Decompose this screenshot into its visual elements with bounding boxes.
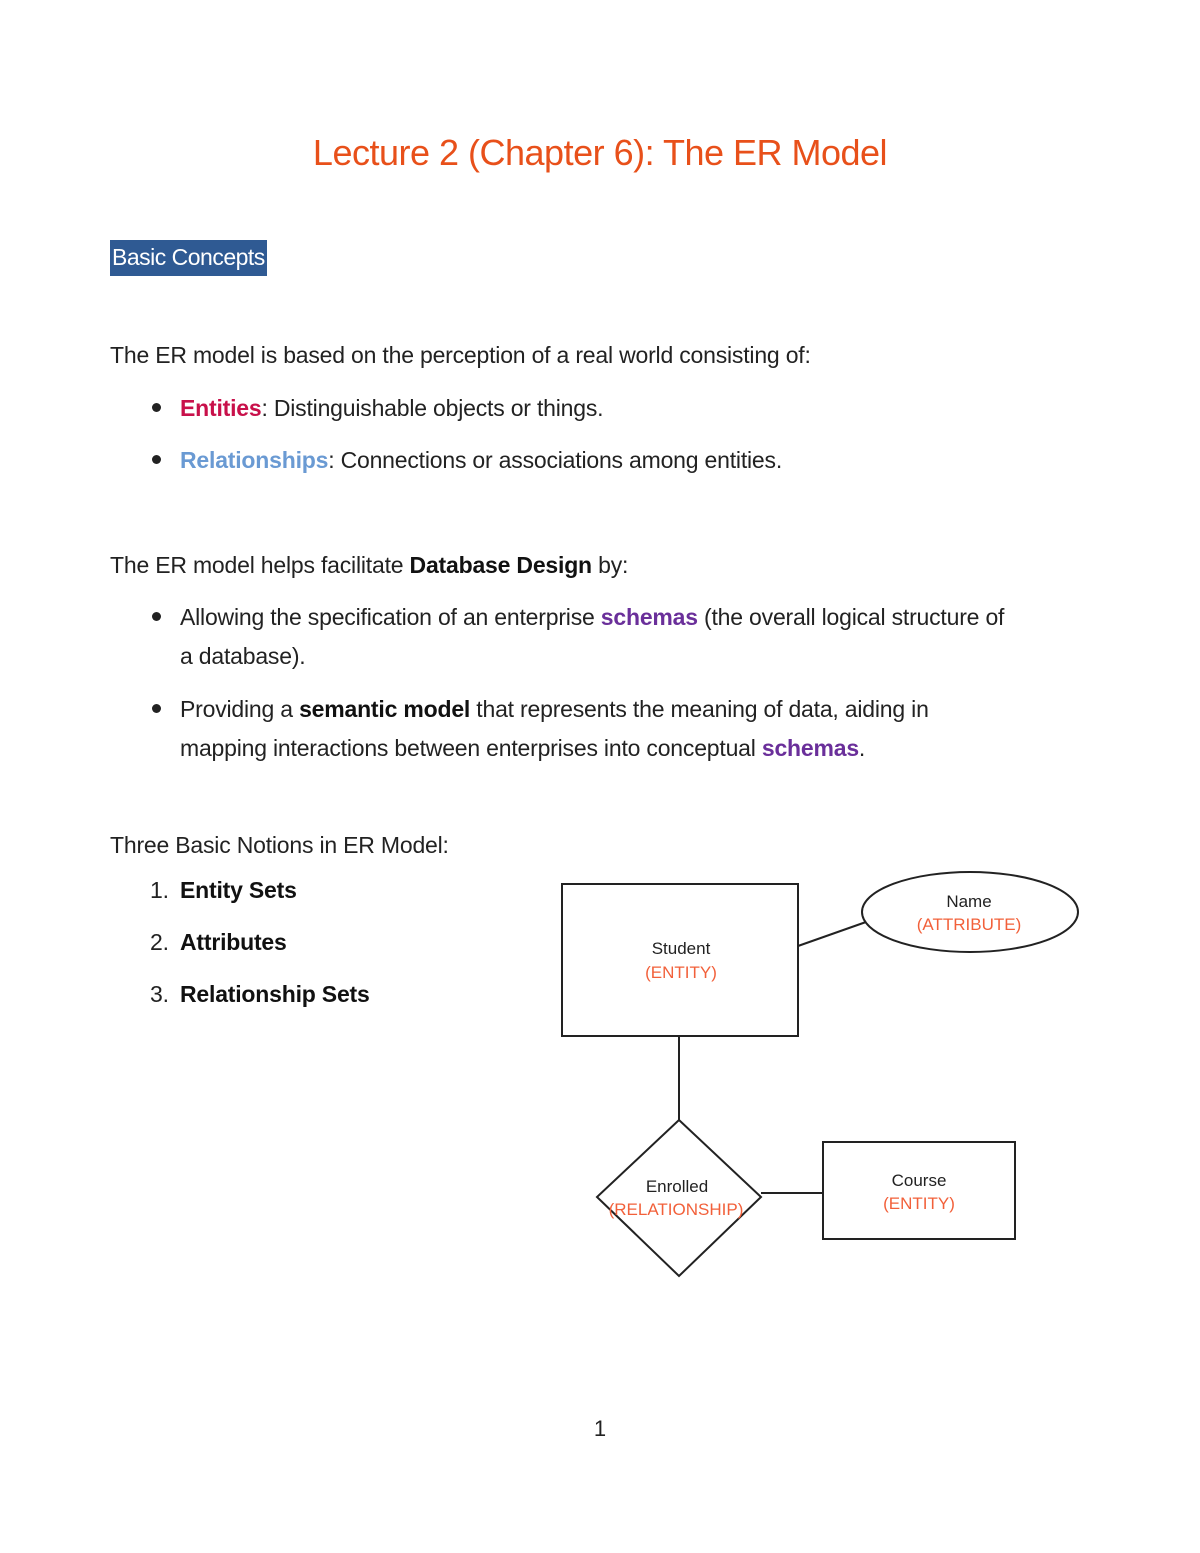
term-schemas-2: schemas <box>761 735 859 761</box>
semantic-point-text-cont: that represents the meaning of data, aiding in <box>470 696 929 722</box>
notion-label: Entity Sets <box>180 877 297 903</box>
list-number: 3. <box>150 981 169 1007</box>
name-attribute-ellipse <box>862 872 1078 952</box>
database-design-term: Database Design <box>409 552 592 578</box>
page-title: Lecture 2 (Chapter 6): The ER Model <box>312 132 888 173</box>
list-number: 2. <box>150 929 169 955</box>
list-number: 1. <box>150 877 169 903</box>
relationships-definition: : Connections or associations among entities. <box>328 447 783 473</box>
schemas-point-line2: a database). <box>180 643 306 669</box>
semantic-point-text: Providing a <box>180 696 300 722</box>
intro-paragraph: The ER model is based on the perception of a real world consisting of: <box>110 342 811 368</box>
notion-label: Attributes <box>180 929 287 955</box>
term-schemas: schemas <box>600 604 698 630</box>
course-entity-box <box>823 1142 1015 1239</box>
schemas-point-text: Allowing the specification of an enterprise <box>180 604 601 630</box>
course-kind: (ENTITY) <box>883 1194 955 1213</box>
entities-definition: : Distinguishable objects or things. <box>261 395 604 421</box>
schemas-point-text-cont: (the overall logical structure of <box>697 604 1005 630</box>
relationship-kind: (RELATIONSHIP) <box>608 1200 744 1219</box>
student-entity-box <box>562 884 798 1036</box>
relationship-name: Enrolled <box>645 1177 709 1196</box>
section-heading-basic-concepts: Basic Concepts <box>110 240 267 276</box>
term-relationships: Relationships <box>180 447 329 473</box>
term-semantic-model: semantic model <box>299 696 471 722</box>
attribute-name: Name <box>946 892 992 911</box>
design-text-end: by: <box>591 552 629 578</box>
semantic-point-line2: mapping interactions between enterprises into conceptual <box>180 735 762 761</box>
semantic-point-end: . <box>858 735 866 761</box>
notions-intro: Three Basic Notions in ER Model: <box>110 832 449 858</box>
student-kind: (ENTITY) <box>645 963 717 982</box>
attribute-connector <box>798 922 866 946</box>
design-text: The ER model helps facilitate <box>110 552 410 578</box>
course-name: Course <box>891 1171 947 1190</box>
page-number: 1 <box>593 1416 607 1441</box>
enrolled-relationship-diamond <box>597 1120 761 1276</box>
student-name: Student <box>651 939 711 958</box>
attribute-kind: (ATTRIBUTE) <box>916 915 1022 934</box>
term-entities: Entities <box>180 395 262 421</box>
notion-label: Relationship Sets <box>180 981 370 1007</box>
